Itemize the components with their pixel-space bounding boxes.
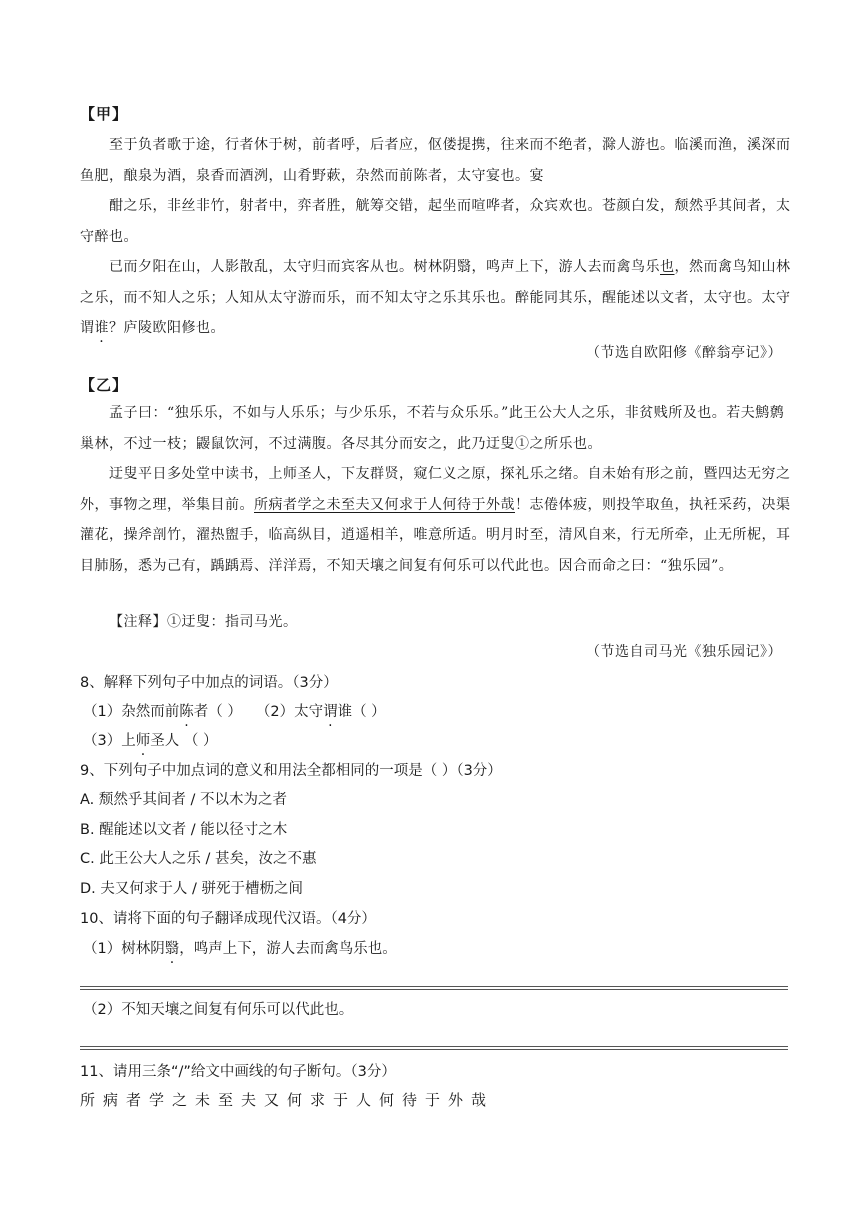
underlined-ye: 也 — [660, 259, 675, 275]
dotted-char-yi: 翳 — [164, 941, 180, 957]
section-yi-tag: 【乙】 — [80, 376, 129, 394]
jia-source: （节选自欧阳修《醉翁亭记》） — [586, 345, 782, 361]
yi-paragraph-1: 孟子曰：“独乐乐，不如与人乐乐；与少乐乐，不若与众乐乐。”此王公大人之乐，非贫贱所及也。若夫鹪鹩巢林，不过一枝；鼹鼠饮河，不过满腹。各尽其分而安之，此乃迂叟①之所乐也。 — [80, 405, 785, 452]
q8-title: 8、解释下列句子中加点的词语。（3分） — [80, 675, 338, 691]
underlined-sentence: 所病者学之未至夫又何求于人何待于外哉 — [254, 496, 515, 513]
section-jia-tag: 【甲】 — [80, 105, 129, 123]
q8-items-line2: （3）上师圣人 （ ） — [83, 733, 218, 749]
q9-option-d: D. 夫又何求于人 / 骈死于槽枥之间 — [80, 881, 303, 897]
dotted-char-shi: 师 — [135, 733, 151, 749]
q9-option-c: C. 此王公大人之乐 / 甚矣，汝之不惠 — [80, 851, 317, 867]
yi-paragraph-2: 迂叟平日多处堂中读书，上师圣人，下友群贤，窥仁义之原，探礼乐之绪。自未始有形之前，暨四达无穷之外，事物之理，举集目前。所病者学之未至夫又何求于人何待于外哉！志倦体疲，则投竿取鱼，执衽采药，决渠灌花，操斧剖竹，濯热盥手，临高纵目，逍遥相羊，唯意所适。明月时至，清风自来，行无所牵，止无所柅，耳目肺肠，悉为己有，踽踽焉、洋洋焉，不知天壤之间复有何乐可以代此也。因合而命之曰：“独乐园”。 — [80, 466, 791, 574]
q10-sentence-1: （1）树林阴翳，鸣声上下，游人去而禽鸟乐也。 — [83, 941, 397, 957]
q8-items-line1: （1）杂然而前陈者（ ） （2）太守谓谁（ ） — [83, 704, 386, 720]
jia-paragraph-2: 酣之乐，非丝非竹，射者中，弈者胜，觥筹交错，起坐而喧哗者，众宾欢也。苍颜白发，颓然乎其间者，太守醉也。 — [80, 198, 791, 245]
jia-paragraph-1: 至于负者歌于途，行者休于树，前者呼，后者应，伛偻提携，往来而不绝者，滁人游也。临溪而渔，溪深而鱼肥，酿泉为酒，泉香而酒洌，山肴野蔌，杂然而前陈者，太守宴也。宴 — [80, 137, 791, 184]
dotted-char-chen: 陈 — [179, 704, 194, 720]
answer-line-2 — [80, 1046, 788, 1047]
q9-option-a: A. 颓然乎其间者 / 不以木为之者 — [80, 792, 287, 808]
q11-title: 11、请用三条“/”给文中画线的句子断句。（3分） — [80, 1064, 396, 1080]
q9-title: 9、下列句子中加点词的意义和用法全都相同的一项是（ ）（3分） — [80, 763, 502, 779]
q9-option-b: B. 醒能述以文者 / 能以径寸之木 — [80, 822, 288, 838]
dotted-char-wei: 谓 — [80, 320, 95, 336]
answer-line-1 — [80, 986, 788, 987]
q10-sentence-2: （2）不知天壤之间复有何乐可以代此也。 — [83, 1002, 354, 1018]
yi-source: （节选自司马光《独乐园记》） — [586, 644, 782, 660]
dotted-char-wei-q8: 谓 — [323, 704, 338, 720]
jia-paragraph-3: 已而夕阳在山，人影散乱，太守归而宾客从也。树林阴翳，鸣声上下，游人去而禽鸟乐也，然而禽鸟知山林之乐，而不知人之乐；人知从太守游而乐，而不知太守之乐其乐也。醉能同其乐，醒能述以文者，太守也。太守谓谁？庐陵欧阳修也。 — [80, 259, 791, 336]
q11-sentence: 所病者学之未至夫又何求于人何待于外哉 — [80, 1091, 495, 1109]
q10-title: 10、请将下面的句子翻译成现代汉语。（4分） — [80, 911, 376, 927]
yi-note: 【注释】①迂叟：指司马光。 — [109, 614, 298, 630]
